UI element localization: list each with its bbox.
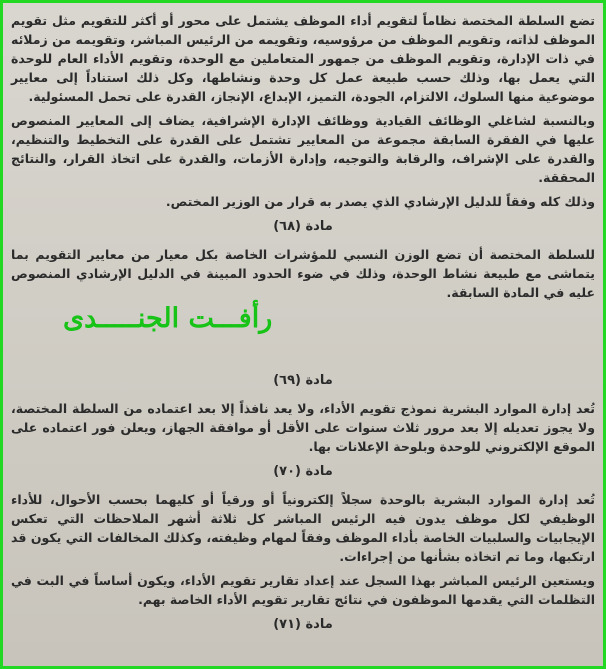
paragraph-5: تُعد إدارة الموارد البشرية نموذج تقويم الأداء، ولا يعد نافذاً إلا بعد اعتماده من السلطة المختصة، ولا يجوز تعديله إلا بعد مرور ثلاث سنوات على الأقل أو موافقة الجهاز، ويعلن فور اعتماده على الموقع الإلكتروني للوحدة وبلوحة الإعلانات بها. xyxy=(11,401,595,454)
article-68-heading: مادة (٦٨) xyxy=(273,219,333,234)
paragraph-3: وذلك كله وفقاً للدليل الإرشادي الذي يصدر به قرار من الوزير المختص. xyxy=(165,194,595,209)
paragraph-2: وبالنسبة لشاغلي الوظائف القيادية ووظائف الإدارة الإشرافية، يضاف إلى المعايير المنصوص عليها في الفقرة السابقة مجموعة من المعايير تشتمل على القدرة على التخطيط والتنظيم، والقدرة على الإشراف، والرقابة والتوجيه، وإدارة الأزمات، والقدرة على اتخاذ القرار، والنتائج المحققة. xyxy=(11,113,595,185)
article-71-heading: مادة (٧١) xyxy=(273,617,333,632)
watermark-signature: رأفـــت الجنـــــدى xyxy=(63,303,273,334)
article-69-heading: مادة (٦٩) xyxy=(273,373,333,388)
article-70-heading: مادة (٧٠) xyxy=(273,464,333,479)
document-page xyxy=(11,11,595,662)
paragraph-7: ويستعين الرئيس المباشر بهذا السجل عند إعداد تقارير تقويم الأداء، ويكون أساساً في البت في التظلمات التي يقدمها الموظفون في نتائج تقارير تقويم الأداء الخاصة بهم. xyxy=(11,573,595,607)
paragraph-1: تضع السلطة المختصة نظاماً لتقويم أداء الموظف يشتمل على محور أو أكثر للتقويم مثل تقويم الموظف لذاته، وتقويم الموظف من مرؤوسيه، وتقويمه من الرئيس المباشر، وتقويمه من زملائه في ذات الإدارة، وتقويم الموظف من جمهور المتعاملين مع الوحدة، وتقويم الأداء العام للوحدة التي يعمل بها، وذلك حسب طبيعة عمل كل وحدة ونشاطها، وكل ذلك استناداً إلى معايير موضوعية منها السلوك، الالتزام، الجودة، التميز، الإبداع، الإنجاز، القدرة على تحمل المسئولية. xyxy=(11,13,595,104)
paragraph-6: تُعد إدارة الموارد البشرية بالوحدة سجلاً إلكترونياً أو ورقياً أو كليهما بحسب الأحوال، للأداء الوظيفي لكل موظف يدون فيه الرئيس المباشر كل ثلاثة أشهر الملاحظات التي تعكس الإيجابيات والسلبيات الخاصة بأداء الموظف وفقاً لمهام وظيفته، وكذلك المخالفات التي يكون قد ارتكبها، وما تم اتخاذه بشأنها من إجراءات. xyxy=(11,492,595,564)
paragraph-4: للسلطة المختصة أن تضع الوزن النسبي للمؤشرات الخاصة بكل معيار من معايير التقويم بما يتماشى مع طبيعة نشاط الوحدة، وذلك في ضوء الحدود المبينة في الدليل الإرشادي المنصوص عليه في المادة السابقة. xyxy=(11,247,595,300)
